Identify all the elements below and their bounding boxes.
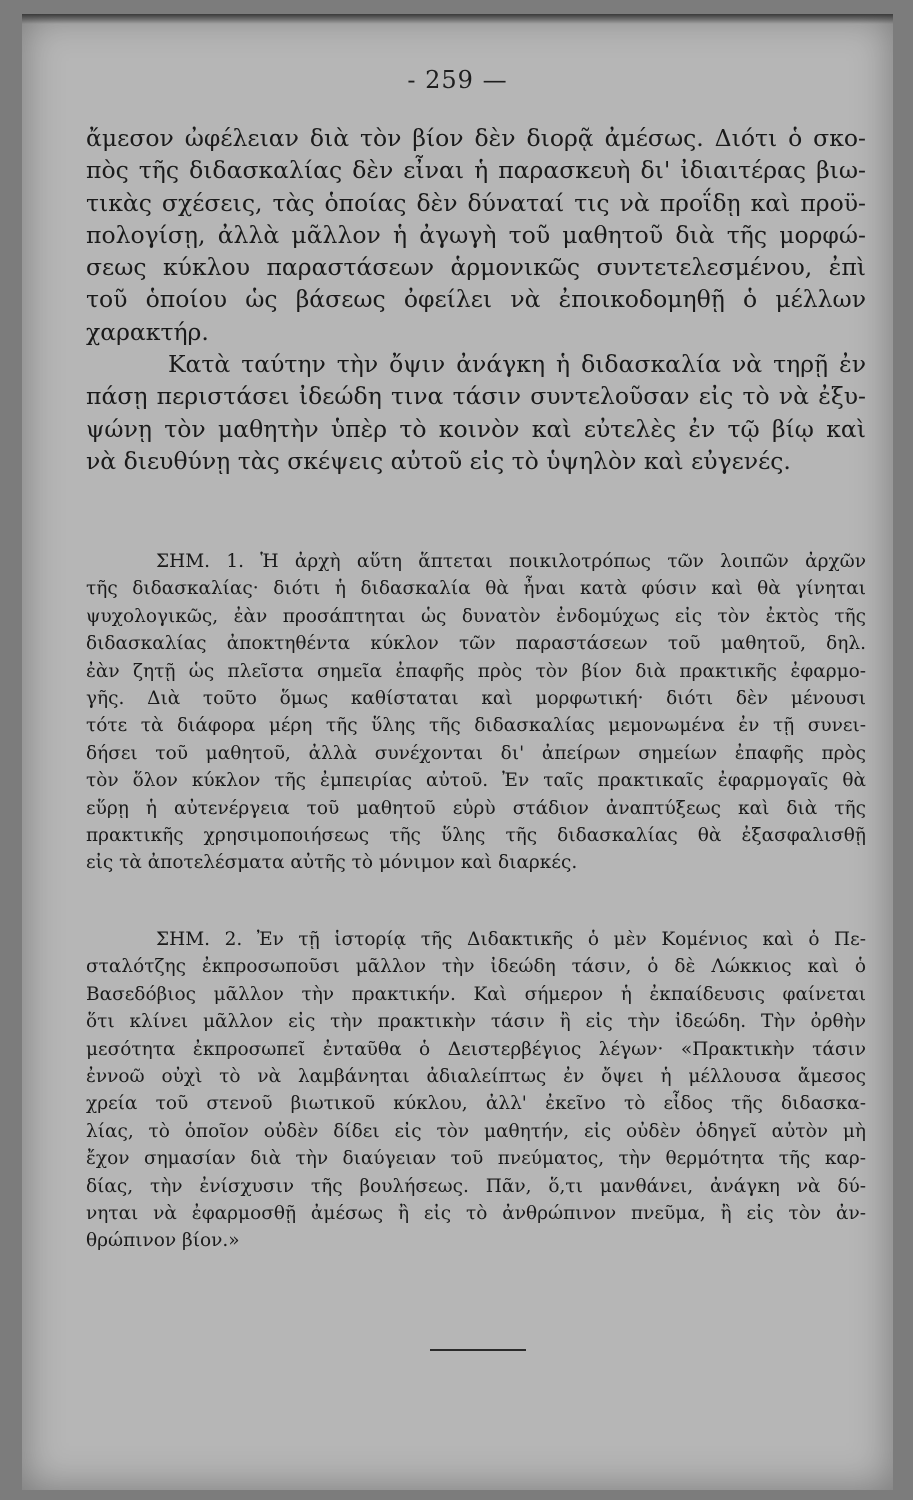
text-line: ἄμεσον ὠφέλειαν διὰ τὸν βίον δὲν διορᾷ ἀμέσως. Διότι ὁ σκο-	[86, 124, 866, 152]
section-divider	[430, 1349, 526, 1351]
paragraph-2	[86, 348, 866, 477]
note-line: ΣΗΜ. 2. Ἐν τῇ ἱστορίᾳ τῆς Διδακτικῆς ὁ μὲν Κομένιος καὶ ὁ Πε-	[156, 929, 866, 950]
text-line: πὸς τῆς διδασκαλίας δὲν εἶναι ἡ παρασκευὴ δι' ἰδιαιτέρας βιω-	[86, 156, 866, 185]
footnote-1	[86, 548, 866, 877]
note-line: τότε τὰ διάφορα μέρη τῆς ὕλης τῆς διδασκαλίας μεμονωμένα ἐν τῇ συνει-	[86, 715, 866, 737]
text-line: Κατὰ ταύτην τὴν ὄψιν ἀνάγκη ἡ διδασκαλία νὰ τηρῇ ἐν	[168, 350, 866, 379]
text-line: πολογίσῃ, ἀλλὰ μᾶλλον ἡ ἀγωγὴ τοῦ μαθητοῦ διὰ τῆς μορφώ-	[86, 220, 866, 249]
note-line: εὕρῃ ἡ αὐτενέργεια τοῦ μαθητοῦ εὐρὺ στάδιον ἀναπτύξεως καὶ διὰ τῆς	[86, 797, 866, 819]
note-line: ὅτι κλίνει μᾶλλον εἰς τὴν πρακτικὴν τάσιν ἢ εἰς τὴν ἰδεώδη. Τὴν ὀρθὴν	[86, 1011, 866, 1033]
note-line: χρεία τοῦ στενοῦ βιωτικοῦ κύκλου, ἀλλ' ἐκεῖνο τὸ εἶδος τῆς διδασκα-	[86, 1093, 866, 1115]
note-line: σταλότζης ἐκπροσωποῦσι μᾶλλον τὴν ἰδεώδη τάσιν, ὁ δὲ Λώκκιος καὶ ὁ	[86, 956, 866, 978]
note-line: ΣΗΜ. 1. Ἡ ἀρχὴ αὕτη ἅπτεται ποικιλοτρόπως τῶν λοιπῶν ἀρχῶν	[156, 551, 866, 572]
page-number: - 259 —	[407, 66, 508, 94]
note-line: δήσει τοῦ μαθητοῦ, ἀλλὰ συνέχονται δι' ἀπείρων σημείων ἐπαφῆς πρὸς	[86, 742, 866, 764]
note-line: ἐννοῶ οὐχὶ τὸ νὰ λαμβάνηται ἀδιαλείπτως ἐν ὄψει ἡ μέλλουσα ἄμεσος	[86, 1066, 866, 1088]
text-line: τικὰς σχέσεις, τὰς ὁποίας δὲν δύναταί τις νὰ προΐδῃ καὶ προϋ-	[86, 188, 866, 217]
note-line: ἐὰν ζητῇ ὡς πλεῖστα σημεῖα ἐπαφῆς πρὸς τὸν βίον διὰ πρακτικῆς ἐφαρμο-	[86, 660, 866, 682]
text-line: πάσῃ περιστάσει ἰδεώδη τινα τάσιν συντελοῦσαν εἰς τὸ νὰ ἐξυ-	[86, 382, 866, 411]
note-line: Βασεδόβιος μᾶλλον τὴν πρακτικήν. Καὶ σήμερον ἡ ἐκπαίδευσις φαίνεται	[86, 983, 866, 1005]
paragraph-1	[86, 122, 866, 348]
note-line: διδασκαλίας ἀποκτηθέντα κύκλον τῶν παραστάσεων τοῦ μαθητοῦ, δηλ.	[86, 633, 866, 655]
text-line: ψώνῃ τὸν μαθητὴν ὑπὲρ τὸ κοινὸν καὶ εὐτελὲς ἐν τῷ βίῳ καὶ	[86, 414, 866, 443]
note-line: τὸν ὅλον κύκλον τῆς ἐμπειρίας αὐτοῦ. Ἐν ταῖς πρακτικαῖς ἐφαρμογαῖς θὰ	[86, 770, 866, 792]
note-line: θρώπινον βίον.»	[86, 1230, 240, 1252]
note-line: λίας, τὸ ὁποῖον οὐδὲν δίδει εἰς τὸν μαθητήν, εἰς οὐδὲν ὁδηγεῖ αὐτὸν μὴ	[86, 1120, 866, 1142]
note-line: τῆς διδασκαλίας· διότι ἡ διδασκαλία θὰ ἦναι κατὰ φύσιν καὶ θὰ γίνηται	[86, 578, 866, 600]
text-line: χαρακτήρ.	[86, 317, 209, 346]
page-edge-shadow	[22, 14, 893, 24]
note-line: ἔχον σημασίαν διὰ τὴν διαύγειαν τοῦ πνεύματος, τὴν θερμότητα τῆς καρ-	[86, 1148, 866, 1170]
note-line: πρακτικῆς χρησιμοποιήσεως τῆς ὕλης τῆς διδασκαλίας θὰ ἐξασφαλισθῇ	[86, 825, 866, 847]
text-line: τοῦ ὁποίου ὡς βάσεως ὀφείλει νὰ ἐποικοδομηθῇ ὁ μέλλων	[86, 285, 866, 314]
note-line: ψυχολογικῶς, ἐὰν προσάπτηται ὡς δυνατὸν ἐνδομύχως εἰς τὸν ἐκτὸς τῆς	[86, 605, 866, 627]
text-line: νὰ διευθύνῃ τὰς σκέψεις αὐτοῦ εἰς τὸ ὑψηλὸν καὶ εὐγενές.	[86, 446, 791, 475]
note-line: γῆς. Διὰ τοῦτο ὅμως καθίσταται καὶ μορφωτική· διότι δὲν μένουσι	[86, 688, 866, 710]
note-line: νηται νὰ ἐφαρμοσθῇ ἀμέσως ἢ εἰς τὸ ἀνθρώπινον πνεῦμα, ἢ εἰς τὸν ἀν-	[86, 1203, 866, 1225]
book-page	[22, 14, 893, 1490]
note-line: μεσότητα ἐκπροσωπεῖ ἐνταῦθα ὁ Δειστερβέγιος λέγων· «Πρακτικὴν τάσιν	[86, 1038, 866, 1060]
note-line: δίας, τὴν ἐνίσχυσιν τῆς βουλήσεως. Πᾶν, ὅ,τι μανθάνει, ἀνάγκη νὰ δύ-	[86, 1175, 866, 1197]
note-line: εἰς τὰ ἀποτελέσματα αὐτῆς τὸ μόνιμον καὶ διαρκές.	[86, 852, 578, 874]
footnote-2	[86, 926, 866, 1255]
text-line: σεως κύκλου παραστάσεων ἁρμονικῶς συντετελεσμένου, ἐπὶ	[86, 253, 866, 282]
main-text	[86, 122, 866, 477]
